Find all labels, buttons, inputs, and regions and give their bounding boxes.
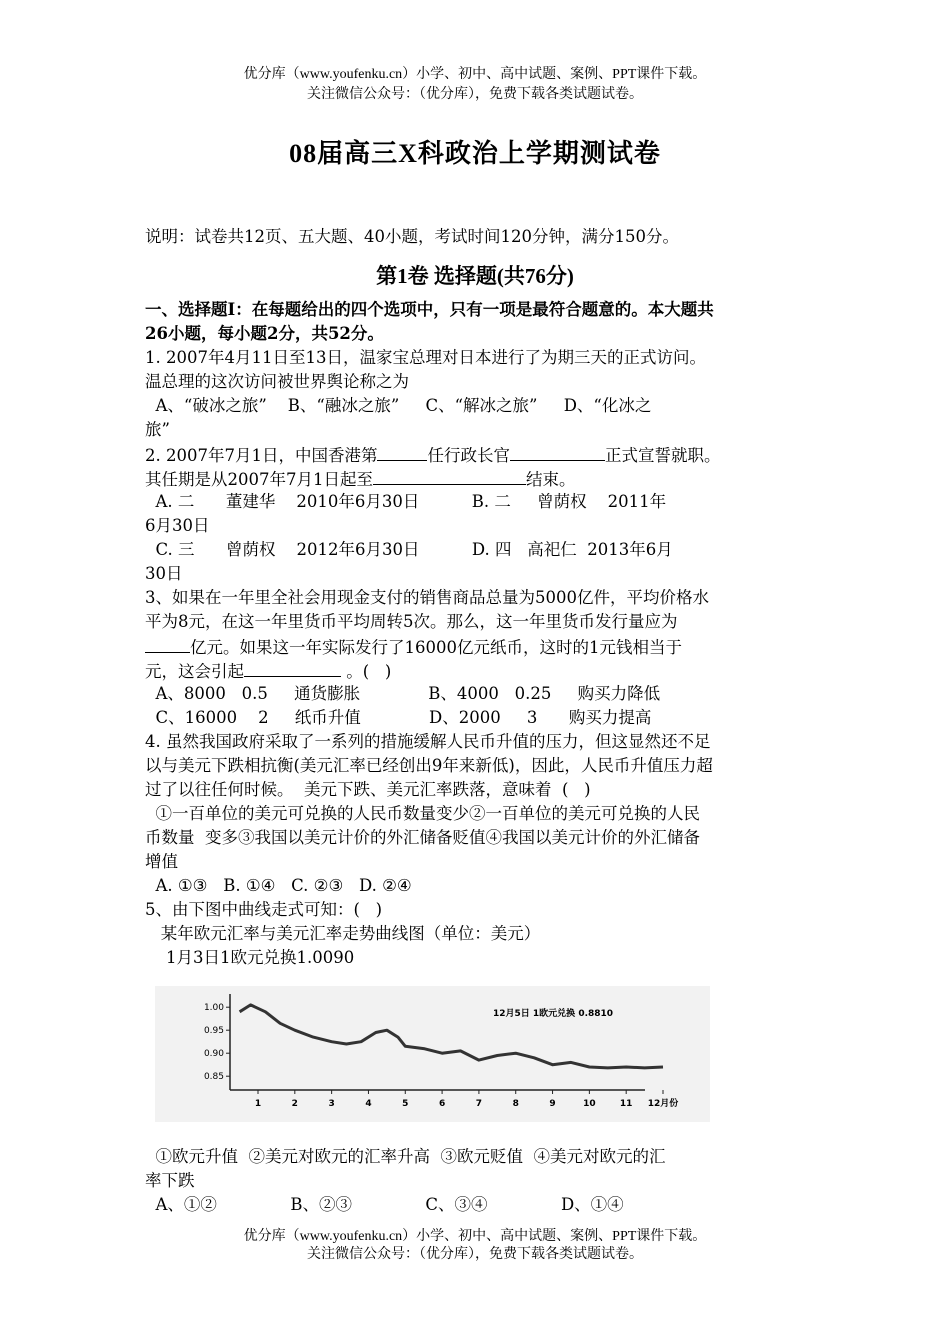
x-tick-label: 1 [254, 1099, 262, 1109]
q2-stem-cont [145, 466, 810, 490]
q5-choices-cont: 率下跌 [145, 1171, 195, 1190]
q3-options: A、8000 0.5 通货膨胀 B、4000 0.25 购买力降低 [145, 684, 661, 703]
q4-options: A. ①③ B. ①④ C. ②③ D. ②④ [145, 876, 412, 895]
q1-options-cont: 旅” [145, 420, 170, 439]
header-line-2: 关注微信公众号：（优分库），免费下载各类试题试卷。 [307, 87, 643, 102]
q5-options: A、①② B、②③ C、③④ D、①④ [145, 1195, 624, 1214]
q3-text: 亿元。如果这一年实际发行了16000亿元纸币，这时的1元钱相当于 [190, 638, 682, 657]
q3-stem: 3、如果在一年里全社会用现金支付的销售商品总量为5000亿件，平均价格水 [145, 588, 709, 607]
y-tick-label: 1.00 [203, 1003, 224, 1014]
x-tick-label: 2 [291, 1099, 298, 1109]
footer-line-2: 关注微信公众号：（优分库），免费下载各类试题试卷。 [307, 1247, 643, 1262]
q1-options: A、“破冰之旅” B、“融冰之旅” C、“解冰之旅” D、“化冰之 [145, 396, 652, 415]
q1-stem: 1. 2007年4月11日至13日，温家宝总理对日本进行了为期三天的正式访问。 [145, 348, 706, 367]
y-tick-label: 0.95 [203, 1026, 224, 1037]
x-tick-label: 10 [583, 1099, 596, 1109]
q3-stem-3 [145, 634, 810, 658]
q2-options-2-cont: 30日 [145, 564, 183, 583]
q2-text-c: 正式宣誓就职。 [604, 446, 721, 465]
q4-stem-3: 过了以往任何时候。 美元下跌、美元汇率跌落，意味着 ( ) [145, 780, 591, 799]
q3-text: 元，这会引起 [145, 662, 244, 681]
q2-stem [145, 442, 810, 466]
q4-choices-3: 增值 [145, 852, 178, 871]
page-title: 08届高三X科政治上学期测试卷 [289, 139, 661, 168]
q2-options-cont: 6月30日 [145, 516, 210, 535]
q2-text-e: 结束。 [526, 470, 576, 489]
q4-choices-2: 币数量 变多③我国以美元计价的外汇储备贬值④我国以美元计价的外汇储备 [145, 828, 700, 847]
y-tick-label: 0.85 [203, 1072, 224, 1083]
exchange-rate-chart [155, 986, 710, 1122]
x-tick-label: 4 [365, 1099, 372, 1109]
part1-instruction-cont: 26小题，每小题2分，共52分。 [145, 324, 384, 343]
note-text: 说明：试卷共12页、五大题、40小题，考试时间120分钟，满分150分。 [145, 227, 679, 246]
q5-options-block [145, 1145, 810, 1217]
q3-stem-4 [145, 658, 810, 682]
y-tick-label: 0.90 [203, 1049, 224, 1060]
blank [373, 466, 526, 485]
q2-options: A. 二 董建华 2010年6月30日 B. 二 曾荫权 2011年 [145, 492, 667, 511]
x-tick-label: 8 [512, 1099, 519, 1109]
q5-stem: 5、由下图中曲线走式可知：( ) [145, 900, 383, 919]
chart-svg [155, 986, 710, 1122]
chart-caption-2: 1月3日1欧元兑换1.0090 [145, 948, 355, 967]
part1-instruction: 一、选择题I：在每题给出的四个选项中，只有一项是最符合题意的。本大题共 [145, 300, 714, 319]
x-tick-label: 12月份 [647, 1099, 679, 1109]
q2-text-a: 2. 2007年7月1日，中国香港第 [145, 446, 378, 465]
chart-caption: 某年欧元汇率与美元汇率走势曲线图（单位：美元） [145, 924, 541, 943]
section-title: 第1卷 选择题(共76分) [376, 264, 574, 288]
x-tick-label: 3 [328, 1099, 335, 1109]
q1-stem-cont: 温总理的这次访问被世界舆论称之为 [145, 372, 409, 391]
x-tick-label: 9 [549, 1099, 556, 1109]
q4-stem: 4. 虽然我国政府采取了一系列的措施缓解人民币升值的压力，但这显然还不足 [145, 732, 711, 751]
x-tick-label: 11 [619, 1099, 633, 1109]
q2-text-d: 其任期是从2007年7月1日起至 [145, 470, 373, 489]
q3-options-2: C、16000 2 纸币升值 D、2000 3 购买力提高 [145, 708, 652, 727]
blank [145, 634, 190, 653]
x-tick-label: 7 [475, 1099, 483, 1109]
q4-choices: ①一百单位的美元可兑换的人民币数量变少②一百单位的美元可兑换的人民 [145, 804, 700, 823]
question-block [145, 298, 810, 970]
q3-text: 。( ) [341, 662, 392, 681]
header-line-1: 优分库（www.youfenku.cn）小学、初中、高中试题、案例、PPT课件下载。 [243, 67, 707, 82]
q5-choices: ①欧元升值 ②美元对欧元的汇率升高 ③欧元贬值 ④美元对欧元的汇 [145, 1147, 666, 1166]
exam-note [145, 225, 810, 249]
blank [510, 442, 605, 461]
q2-text-b: 任行政长官 [427, 446, 510, 465]
blank [244, 658, 341, 677]
x-tick-label: 6 [438, 1099, 446, 1109]
q2-options-2: C. 三 曾荫权 2012年6月30日 D. 四 高祀仁 2013年6月 [145, 540, 673, 559]
x-tick-label: 5 [402, 1099, 409, 1109]
blank [377, 442, 427, 461]
chart-annotation: 12月5日 1欧元兑换 0.8810 [493, 1009, 614, 1019]
q4-stem-2: 以与美元下跌相抗衡(美元汇率已经创出9年来新低)，因此，人民币升值压力超 [145, 756, 713, 775]
footer-line-1: 优分库（www.youfenku.cn）小学、初中、高中试题、案例、PPT课件下载。 [243, 1229, 707, 1244]
q3-stem-2: 平为8元，在这一年里货币平均周转5次。那么，这一年里货币发行量应为 [145, 612, 678, 631]
